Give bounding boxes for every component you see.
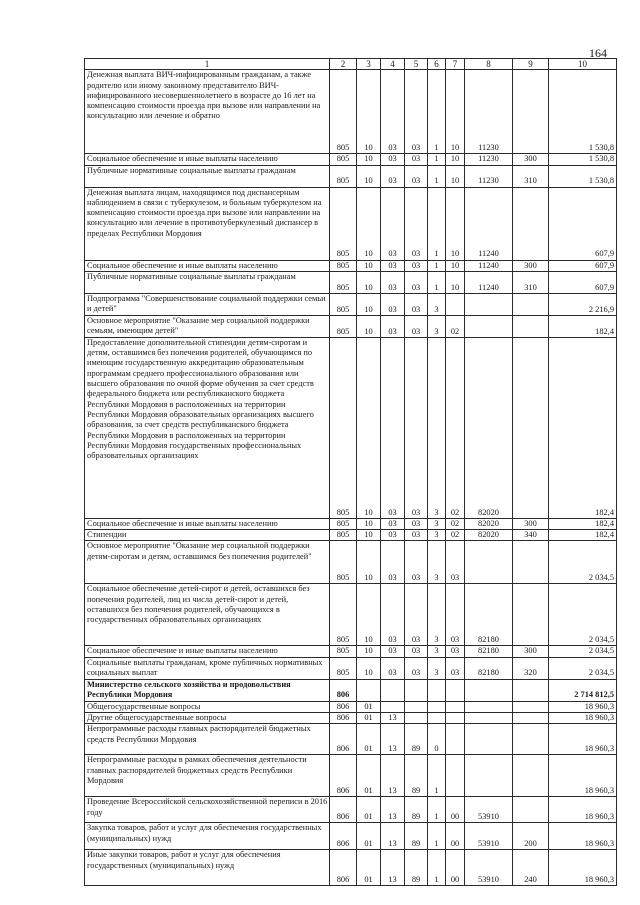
row-code-c8: 53910: [465, 797, 513, 823]
table-row: [85, 518, 617, 529]
row-code-c8: 82180: [465, 646, 513, 657]
row-code-c5: 89: [405, 755, 428, 797]
table-row: [85, 530, 617, 541]
row-code-c4: 03: [381, 154, 405, 165]
row-code-c8: [465, 541, 513, 584]
row-amount: 182,4: [549, 530, 617, 541]
row-code-c8: 11230: [465, 70, 513, 154]
row-code-c8: 11240: [465, 271, 513, 293]
table-row: [85, 724, 617, 755]
row-code-c3: 01: [357, 724, 381, 755]
row-code-c5: 03: [405, 530, 428, 541]
row-name: Непрограммные расходы в рамках обеспечения деятельности главных распорядителей бюджетных средств Республики Мордовия: [85, 755, 330, 797]
row-code-c5: 89: [405, 850, 428, 886]
row-name: Социальное обеспечение и иные выплаты населению: [85, 518, 330, 529]
row-code-c4: 03: [381, 315, 405, 337]
row-code-c8: [465, 315, 513, 337]
row-amount: 1 530,8: [549, 70, 617, 154]
row-amount: 607,9: [549, 260, 617, 271]
row-code-c4: [381, 679, 405, 701]
row-name: Социальное обеспечение и иные выплаты населению: [85, 260, 330, 271]
table-row: [85, 541, 617, 584]
row-code-c3: 10: [357, 584, 381, 646]
row-code-c2: 805: [330, 187, 357, 260]
row-code-c7: [446, 713, 465, 724]
row-code-c4: 03: [381, 271, 405, 293]
column-header-1: 1: [85, 59, 330, 70]
row-code-c4: 03: [381, 530, 405, 541]
row-code-c9: [513, 584, 549, 646]
row-code-c9: 300: [513, 154, 549, 165]
row-code-c5: [405, 713, 428, 724]
row-code-c7: [446, 755, 465, 797]
row-code-c7: 00: [446, 797, 465, 823]
row-code-c2: 806: [330, 701, 357, 712]
row-code-c3: 10: [357, 271, 381, 293]
row-code-c7: 03: [446, 646, 465, 657]
table-row: [85, 823, 617, 850]
row-code-c8: 11240: [465, 187, 513, 260]
row-name: Общегосударственные вопросы: [85, 701, 330, 712]
row-code-c4: 03: [381, 657, 405, 679]
row-code-c7: [446, 724, 465, 755]
row-amount: 2 216,9: [549, 293, 617, 315]
row-code-c3: 01: [357, 713, 381, 724]
row-code-c5: 89: [405, 797, 428, 823]
row-name: Социальное обеспечение и иные выплаты населению: [85, 646, 330, 657]
table-row: [85, 657, 617, 679]
row-code-c7: 03: [446, 657, 465, 679]
row-code-c2: 806: [330, 823, 357, 850]
row-code-c5: 89: [405, 823, 428, 850]
row-code-c5: 03: [405, 337, 428, 518]
row-code-c7: 10: [446, 165, 465, 187]
row-code-c6: [428, 713, 446, 724]
row-code-c8: 11230: [465, 165, 513, 187]
row-code-c8: 53910: [465, 823, 513, 850]
row-amount: 18 960,3: [549, 755, 617, 797]
table-row: [85, 713, 617, 724]
row-code-c6: 3: [428, 337, 446, 518]
row-code-c8: 82020: [465, 518, 513, 529]
row-code-c9: [513, 315, 549, 337]
row-code-c8: 11230: [465, 154, 513, 165]
row-code-c2: 805: [330, 154, 357, 165]
row-amount: 2 034,5: [549, 541, 617, 584]
row-code-c2: 806: [330, 850, 357, 886]
row-code-c8: [465, 679, 513, 701]
row-code-c5: 03: [405, 165, 428, 187]
row-amount: 2 034,5: [549, 584, 617, 646]
row-code-c2: 805: [330, 657, 357, 679]
row-code-c5: [405, 701, 428, 712]
row-code-c9: 310: [513, 271, 549, 293]
table-row: [85, 293, 617, 315]
column-header-6: 6: [428, 59, 446, 70]
row-code-c7: 10: [446, 260, 465, 271]
table-row: [85, 165, 617, 187]
row-amount: 18 960,3: [549, 713, 617, 724]
row-code-c3: 10: [357, 315, 381, 337]
table-row: [85, 850, 617, 886]
column-header-7: 7: [446, 59, 465, 70]
row-code-c2: 806: [330, 713, 357, 724]
row-name: Предоставление дополнительной стипендии детям-сиротам и детям, оставшимся без попечения родителей, обучающимся по имеющим государственную аккредитацию образовательным программам среднего профессионального образования или высшего образования по очной форме обучения за счет средств федерального бюджета или республиканского бюджета Республики Мордовия в расположенных на территории Республики Мордовия образовательных организациях высшего образования, за счет средств республиканского бюджета Республики Мордовия в расположенных на территории Республики Мордовия государственных профессиональных образовательных организациях: [85, 337, 330, 518]
row-code-c4: [381, 701, 405, 712]
row-code-c3: 10: [357, 657, 381, 679]
row-code-c4: 03: [381, 187, 405, 260]
row-amount: 1 530,8: [549, 165, 617, 187]
row-code-c2: 805: [330, 271, 357, 293]
row-code-c5: 03: [405, 657, 428, 679]
row-code-c2: 805: [330, 337, 357, 518]
row-code-c3: 10: [357, 530, 381, 541]
row-code-c5: 03: [405, 154, 428, 165]
row-code-c7: 02: [446, 315, 465, 337]
row-amount: 18 960,3: [549, 850, 617, 886]
row-code-c2: 805: [330, 541, 357, 584]
row-amount: 182,4: [549, 315, 617, 337]
row-name: Денежная выплата лицам, находящимся под диспансерным наблюдением в связи с туберкулезом, и больным туберкулезом на компенсацию стоимости проезда при вызове или направлении на консультацию или лечение в противотуберкулезный диспансер в пределах Республики Мордовия: [85, 187, 330, 260]
row-amount: 2 034,5: [549, 657, 617, 679]
row-name: Стипендии: [85, 530, 330, 541]
table-row: [85, 584, 617, 646]
row-code-c9: [513, 713, 549, 724]
row-code-c2: 805: [330, 315, 357, 337]
table-body: [85, 70, 617, 886]
row-code-c6: 1: [428, 260, 446, 271]
row-name: Социальные выплаты гражданам, кроме публичных нормативных социальных выплат: [85, 657, 330, 679]
budget-table: [84, 58, 617, 886]
row-code-c8: 82180: [465, 657, 513, 679]
row-code-c7: 10: [446, 70, 465, 154]
row-code-c3: 10: [357, 646, 381, 657]
row-code-c6: 3: [428, 584, 446, 646]
row-code-c4: 03: [381, 646, 405, 657]
row-code-c6: [428, 701, 446, 712]
row-code-c9: 300: [513, 260, 549, 271]
row-code-c6: 3: [428, 530, 446, 541]
row-code-c3: 10: [357, 165, 381, 187]
page-number: 164: [589, 46, 607, 60]
row-code-c5: 89: [405, 724, 428, 755]
row-code-c5: 03: [405, 584, 428, 646]
row-code-c5: 03: [405, 518, 428, 529]
row-code-c9: 320: [513, 657, 549, 679]
row-code-c9: [513, 337, 549, 518]
row-code-c2: 806: [330, 755, 357, 797]
row-code-c7: [446, 701, 465, 712]
row-name: Денежная выплата ВИЧ-инфицированным гражданам, а также родителю или иному законному представителю ВИЧ-инфицированного несовершеннолетнего в возрасте до 16 лет на компенсацию стоимости проезда при вызове или направлении на консультацию или лечение и обратно: [85, 70, 330, 154]
row-code-c5: 03: [405, 293, 428, 315]
table-row: [85, 154, 617, 165]
row-code-c4: 03: [381, 293, 405, 315]
row-code-c3: 01: [357, 755, 381, 797]
row-code-c2: 806: [330, 679, 357, 701]
row-code-c3: 01: [357, 850, 381, 886]
row-code-c6: 1: [428, 154, 446, 165]
row-code-c6: 3: [428, 657, 446, 679]
row-code-c3: 01: [357, 823, 381, 850]
row-name: Проведение Всероссийской сельскохозяйственной переписи в 2016 году: [85, 797, 330, 823]
row-code-c6: 1: [428, 755, 446, 797]
table-row: [85, 755, 617, 797]
row-code-c8: [465, 755, 513, 797]
row-code-c9: [513, 70, 549, 154]
row-code-c3: 10: [357, 187, 381, 260]
row-code-c4: 03: [381, 541, 405, 584]
row-code-c9: [513, 293, 549, 315]
row-code-c5: 03: [405, 315, 428, 337]
row-name: Непрограммные расходы главных распорядителей бюджетных средств Республики Мордовия: [85, 724, 330, 755]
row-code-c4: 13: [381, 713, 405, 724]
row-code-c4: 03: [381, 518, 405, 529]
row-code-c9: 240: [513, 850, 549, 886]
row-code-c3: 10: [357, 541, 381, 584]
table-row: [85, 646, 617, 657]
row-code-c2: 805: [330, 646, 357, 657]
table-header-row: [85, 59, 617, 70]
row-name: Социальное обеспечение и иные выплаты населению: [85, 154, 330, 165]
table-row: [85, 271, 617, 293]
row-code-c6: 1: [428, 850, 446, 886]
row-code-c6: 0: [428, 724, 446, 755]
row-code-c7: 00: [446, 823, 465, 850]
row-code-c6: 3: [428, 541, 446, 584]
row-name: Министерство сельского хозяйства и продовольствия Республики Мордовия: [85, 679, 330, 701]
row-code-c4: 13: [381, 724, 405, 755]
row-code-c4: 03: [381, 584, 405, 646]
row-code-c3: 10: [357, 260, 381, 271]
row-code-c9: [513, 797, 549, 823]
row-code-c5: 03: [405, 646, 428, 657]
row-code-c7: 02: [446, 530, 465, 541]
row-name: Публичные нормативные социальные выплаты гражданам: [85, 165, 330, 187]
column-header-2: 2: [330, 59, 357, 70]
row-code-c5: 03: [405, 260, 428, 271]
row-amount: 1 530,8: [549, 154, 617, 165]
column-header-10: 10: [549, 59, 617, 70]
row-code-c8: [465, 713, 513, 724]
column-header-4: 4: [381, 59, 405, 70]
row-name: Публичные нормативные социальные выплаты гражданам: [85, 271, 330, 293]
row-code-c8: [465, 724, 513, 755]
row-code-c6: 1: [428, 797, 446, 823]
row-amount: 182,4: [549, 518, 617, 529]
row-code-c7: 03: [446, 541, 465, 584]
row-code-c9: 200: [513, 823, 549, 850]
row-code-c6: 3: [428, 646, 446, 657]
row-name: Другие общегосударственные вопросы: [85, 713, 330, 724]
row-code-c2: 805: [330, 70, 357, 154]
row-code-c5: [405, 679, 428, 701]
row-code-c3: 10: [357, 70, 381, 154]
table-row: [85, 797, 617, 823]
row-code-c2: 805: [330, 584, 357, 646]
row-code-c4: 13: [381, 850, 405, 886]
row-amount: 182,4: [549, 337, 617, 518]
row-code-c9: [513, 187, 549, 260]
column-header-8: 8: [465, 59, 513, 70]
row-code-c7: 00: [446, 850, 465, 886]
row-code-c8: 53910: [465, 850, 513, 886]
row-code-c8: 82020: [465, 337, 513, 518]
row-code-c7: 02: [446, 518, 465, 529]
row-code-c6: 1: [428, 70, 446, 154]
row-name: Социальное обеспечение детей-сирот и детей, оставшихся без попечения родителей, лиц из числа детей-сирот и детей, оставшихся без попечения родителей, обучающихся в государственных образовательных организациях: [85, 584, 330, 646]
row-code-c8: [465, 701, 513, 712]
table-row: [85, 701, 617, 712]
row-code-c8: 82180: [465, 584, 513, 646]
row-amount: 2 034,5: [549, 646, 617, 657]
row-code-c6: 3: [428, 518, 446, 529]
column-header-5: 5: [405, 59, 428, 70]
row-code-c3: 01: [357, 797, 381, 823]
row-code-c4: 13: [381, 797, 405, 823]
column-header-3: 3: [357, 59, 381, 70]
row-code-c9: 300: [513, 646, 549, 657]
row-code-c9: [513, 755, 549, 797]
row-amount: 18 960,3: [549, 701, 617, 712]
row-code-c5: 03: [405, 187, 428, 260]
row-name: Основное мероприятие "Оказание мер социальной поддержки детям-сиротам и детям, оставшимся без попечения родителей": [85, 541, 330, 584]
row-amount: 607,9: [549, 187, 617, 260]
row-code-c9: [513, 701, 549, 712]
row-code-c8: [465, 293, 513, 315]
row-code-c3: [357, 679, 381, 701]
row-code-c4: 03: [381, 337, 405, 518]
row-code-c9: 310: [513, 165, 549, 187]
row-code-c2: 806: [330, 797, 357, 823]
row-code-c3: 10: [357, 293, 381, 315]
row-code-c2: 805: [330, 165, 357, 187]
row-code-c2: 805: [330, 518, 357, 529]
row-code-c7: [446, 679, 465, 701]
row-code-c3: 01: [357, 701, 381, 712]
row-code-c6: 1: [428, 823, 446, 850]
row-code-c6: 3: [428, 315, 446, 337]
row-code-c6: [428, 679, 446, 701]
row-name: Закупка товаров, работ и услуг для обеспечения государственных (муниципальных) нужд: [85, 823, 330, 850]
row-code-c3: 10: [357, 518, 381, 529]
row-code-c2: 805: [330, 530, 357, 541]
row-code-c5: 03: [405, 271, 428, 293]
row-code-c9: 300: [513, 518, 549, 529]
row-code-c6: 1: [428, 271, 446, 293]
row-code-c4: 13: [381, 755, 405, 797]
row-code-c6: 1: [428, 187, 446, 260]
row-code-c7: 02: [446, 337, 465, 518]
row-code-c7: 10: [446, 271, 465, 293]
table-row: [85, 187, 617, 260]
row-code-c4: 03: [381, 165, 405, 187]
row-code-c5: 03: [405, 70, 428, 154]
row-code-c5: 03: [405, 541, 428, 584]
column-header-9: 9: [513, 59, 549, 70]
row-code-c9: [513, 541, 549, 584]
table-row: [85, 337, 617, 518]
table-row: [85, 315, 617, 337]
row-code-c6: 1: [428, 165, 446, 187]
row-code-c8: 11240: [465, 260, 513, 271]
row-amount: 607,9: [549, 271, 617, 293]
row-code-c4: 03: [381, 70, 405, 154]
table-row: [85, 679, 617, 701]
row-code-c4: 13: [381, 823, 405, 850]
row-code-c2: 805: [330, 293, 357, 315]
row-code-c9: [513, 724, 549, 755]
row-name: Иные закупки товаров, работ и услуг для обеспечения государственных (муниципальных) нужд: [85, 850, 330, 886]
row-code-c7: 10: [446, 154, 465, 165]
row-code-c7: 03: [446, 584, 465, 646]
row-name: Подпрограмма "Совершенствование социальной поддержки семьи и детей": [85, 293, 330, 315]
row-amount: 2 714 812,5: [549, 679, 617, 701]
row-code-c2: 806: [330, 724, 357, 755]
table-row: [85, 70, 617, 154]
table-row: [85, 260, 617, 271]
row-code-c7: 10: [446, 187, 465, 260]
row-code-c9: [513, 679, 549, 701]
row-code-c8: 82020: [465, 530, 513, 541]
row-code-c4: 03: [381, 260, 405, 271]
row-code-c2: 805: [330, 260, 357, 271]
row-code-c3: 10: [357, 154, 381, 165]
row-amount: 18 960,3: [549, 724, 617, 755]
row-code-c7: [446, 293, 465, 315]
row-amount: 18 960,3: [549, 823, 617, 850]
row-code-c3: 10: [357, 337, 381, 518]
row-name: Основное мероприятие "Оказание мер социальной поддержки семьям, имеющим детей": [85, 315, 330, 337]
row-code-c6: 3: [428, 293, 446, 315]
row-code-c9: 340: [513, 530, 549, 541]
row-amount: 18 960,3: [549, 797, 617, 823]
